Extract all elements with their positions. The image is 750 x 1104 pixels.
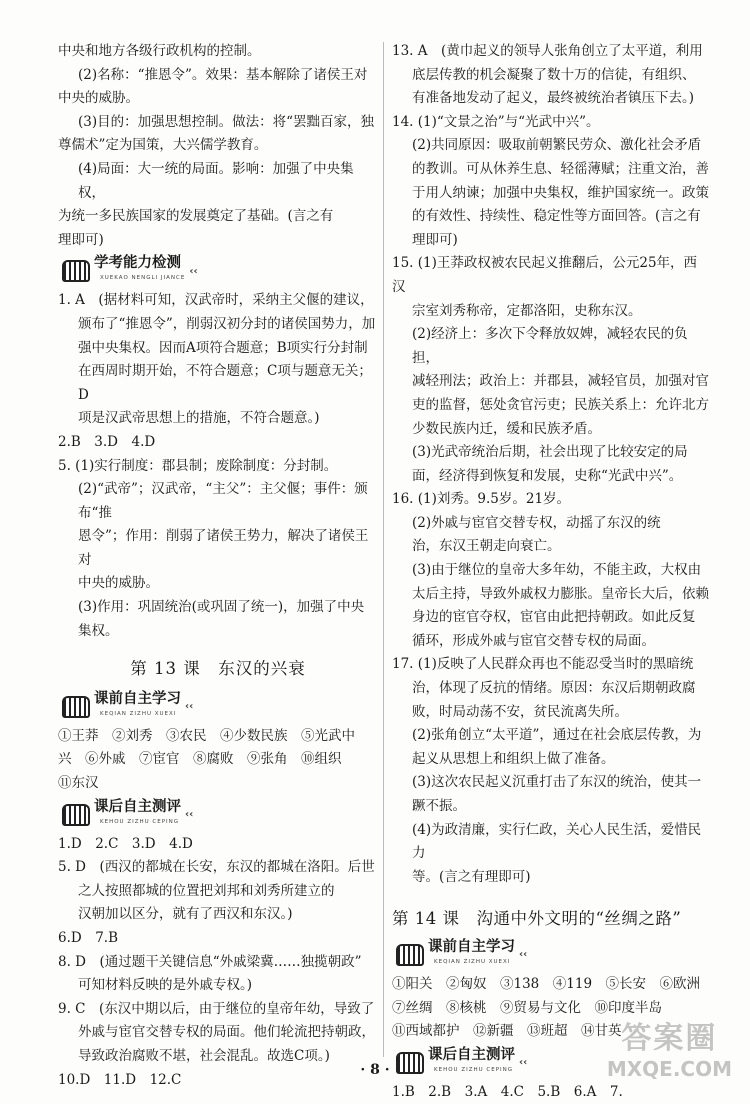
watermark-url: MXQE.COM xyxy=(606,1057,732,1081)
answer-line: 少数民族内迁，缓和民族矛盾。 xyxy=(412,420,601,437)
text-line: 中央和地方各级行政机构的控制。 xyxy=(58,43,261,59)
text-line: (4)局面：大一统的局面。影响：加强了中央集权， xyxy=(78,160,354,201)
section-title: 学考能力检测 xyxy=(94,255,181,272)
answer-line: 1. A (据材料可知，汉武帝时，采纳主父偃的建议， xyxy=(58,292,374,309)
answer-line: 败，时局动荡不安，贫民流离失所。 xyxy=(412,703,628,720)
answer-line: 等。(言之有理即可) xyxy=(412,868,531,885)
answer-line: 1.B 2.B 3.A 4.C 5.B 6.A 7. xyxy=(392,1083,623,1100)
chevrons-icon: ‹‹ xyxy=(519,949,528,961)
answer-line: 15. (1)王莽政权被农民起义推翻后，公元25年，西汉 xyxy=(392,255,698,295)
section-subtitle: KEQIAN ZIZHU XUEXI xyxy=(434,958,511,965)
answer-line: (2)“武帝”；汉武帝，“主父”：主父偃；事件：颁布“推 xyxy=(78,481,368,521)
lesson-title: 第 14 课 沟通中外文明的“丝绸之路” xyxy=(392,909,682,929)
answer-line: 1.D 2.C 3.D 4.D xyxy=(58,835,193,852)
answer-line: (2)经济上：多次下令释放奴婢，减轻农民的负担， xyxy=(412,326,688,366)
answer-line: 蹶不振。 xyxy=(412,798,466,814)
answer-line: ⑦丝绸 ⑧核桃 ⑨贸易与文化 ⑩印度半岛 xyxy=(392,999,662,1016)
answer-line: 减轻刑法；政治上：并郡县，减轻官员，加强对官 xyxy=(412,373,709,390)
answer-line: 身边的宦官夺权，宦官由此把持朝政。如此反复 xyxy=(412,609,696,626)
section-title: 课后自主测评 xyxy=(428,1046,515,1063)
answer-line: 太后主持，导致外戚权力膨胀。皇帝长大后，依赖 xyxy=(412,585,709,602)
column-divider xyxy=(383,42,384,1057)
answer-line: 于用人纳谏；加强中央集权，维护国家统一。政策 xyxy=(412,184,709,201)
chevrons-icon: ‹‹ xyxy=(185,701,194,713)
books-icon xyxy=(62,260,90,282)
answer-line: 之人按照都城的位置把刘邦和刘秀所建立的 xyxy=(78,882,335,899)
section-subtitle: KEHOU ZIZHU CEPING xyxy=(434,1066,514,1073)
chevrons-icon: ‹‹ xyxy=(519,1056,528,1068)
text-line: 理即可) xyxy=(58,231,104,248)
watermark-text: 答案圈 xyxy=(621,1021,718,1056)
answer-line: 8. D (通过题干关键信息“外戚梁冀……独揽朝政” xyxy=(58,953,362,970)
answer-line: 起义从思想上和组织上做了准备。 xyxy=(412,750,615,767)
answer-line: 循环，形成外戚与宦官交替专权的局面。 xyxy=(412,632,655,649)
answer-line: 治，东汉王朝走向衰亡。 xyxy=(412,538,561,555)
answer-line: 兴 ⑥外戚 ⑦宦官 ⑧腐败 ⑨张角 ⑩组织 xyxy=(58,751,342,768)
answer-line: 底层传教的机会凝聚了数十万的信徒，有组织、 xyxy=(412,66,696,83)
books-icon xyxy=(396,944,424,966)
left-column xyxy=(58,40,378,1092)
section-subtitle: XUEKAO NENGLI JIANCE xyxy=(100,275,186,282)
section-subtitle: KEQIAN ZIZHU XUEXI xyxy=(100,710,177,717)
answer-line: 的教训。可从休养生息、轻徭薄赋；注重文治，善 xyxy=(412,160,709,177)
answer-line: 理即可) xyxy=(412,231,458,248)
answer-line: (4)为政清廉，实行仁政，关心人民生活，爱惜民力 xyxy=(412,821,702,862)
answer-line: 的有效性、持续性、稳定性等方面回答。(言之有 xyxy=(412,208,701,225)
answer-line: 5. D (西汉的都城在长安，东汉的都城在洛阳。后世 xyxy=(58,859,375,876)
watermark xyxy=(607,1013,732,1081)
text-line: (2)名称：“推恩令”。效果：基本解除了诸侯王对 xyxy=(78,66,368,83)
answer-line: 在西周时期开始，不符合题意；C项与题意无关；D xyxy=(78,363,372,403)
section-title: 课后自主测评 xyxy=(94,798,181,815)
text-line: 中央的威胁。 xyxy=(58,90,139,107)
answer-line: 2.B 3.D 4.D xyxy=(58,433,156,450)
answer-line: 16. (1)刘秀。9.5岁。21岁。 xyxy=(392,491,571,508)
answer-line: 颁布了“推恩令”，削弱汉初分封的诸侯国势力，加 xyxy=(78,315,376,332)
answer-line: (2)外戚与宦官交替专权，动摇了东汉的统 xyxy=(412,514,661,531)
answer-line: 吏的监督，惩处贪官污吏；民族关系上：允许北方 xyxy=(412,396,709,413)
books-icon xyxy=(62,696,90,718)
answer-line: 恩令”；作用：削弱了诸侯王势力，解决了诸侯王对 xyxy=(78,528,369,568)
section-heading-kehou xyxy=(62,799,378,831)
section-heading-keqian-14 xyxy=(396,939,710,971)
answer-line: (3)这次农民起义沉重打击了东汉的统治，使其一 xyxy=(412,774,702,791)
answer-line: ①阳关 ②匈奴 ③138 ④119 ⑤长安 ⑥欧洲 xyxy=(392,975,701,992)
section-heading-keqian xyxy=(62,691,378,723)
section-subtitle: KEHOU ZIZHU CEPING xyxy=(100,818,180,825)
answer-line: 10.D 11.D 12.C xyxy=(58,1071,182,1088)
chevrons-icon: ‹‹ xyxy=(185,808,194,820)
answer-line: ⑪西域都护 ⑫新疆 ⑬班超 ⑭甘英 xyxy=(392,1023,622,1040)
answer-line: 9. C (东汉中期以后，由于继位的皇帝年幼，导致了 xyxy=(58,1000,375,1017)
answer-line: (2)张角创立“太平道”，通过在社会底层传教，为 xyxy=(412,727,702,744)
answer-line: (3)作用：巩固统治(或巩固了统一)，加强了中央 xyxy=(78,599,365,616)
answer-line: 治，体现了反抗的情绪。原因：东汉后期朝政腐 xyxy=(412,680,696,697)
section-title: 课前自主学习 xyxy=(94,690,181,707)
text-line: 为统一多民族国家的发展奠定了基础。(言之有 xyxy=(58,208,334,225)
answer-line: 宗室刘秀称帝，定都洛阳，史称东汉。 xyxy=(412,302,642,319)
answer-line: 14. (1)“文景之治”与“光武中兴”。 xyxy=(392,113,600,130)
answer-line: (2)共同原因：吸取前朝繁民劳众、激化社会矛盾 xyxy=(412,137,702,154)
lesson-title: 第 13 课 东汉的兴衰 xyxy=(130,659,306,679)
answer-line: 可知材料反映的是外戚专权。) xyxy=(78,977,253,994)
answer-line: 中央的威胁。 xyxy=(78,575,159,592)
answer-line: 13. A (黄巾起义的领导人张角创立了太平道，利用 xyxy=(392,43,703,59)
text-line: (3)目的：加强思想控制。做法：将“罢黜百家，独 xyxy=(78,113,375,130)
right-column xyxy=(392,40,710,1104)
answer-line: ⑪东汉 xyxy=(58,775,99,792)
answer-line: 5. (1)实行制度：郡县制；废除制度：分封制。 xyxy=(58,457,338,474)
pen-icon xyxy=(62,804,90,826)
answer-line: (3)光武帝统治后期，社会出现了比较安定的局 xyxy=(412,444,688,461)
text-line: 尊儒术”定为国策，大兴儒学教育。 xyxy=(58,137,268,154)
section-title: 课前自主学习 xyxy=(428,938,515,955)
answer-line: 6.D 7.B xyxy=(58,930,119,946)
answer-line: 外戚与宦官交替专权的局面。他们轮流把持朝政， xyxy=(78,1024,375,1041)
answer-line: 17. (1)反映了人民群众再也不能忍受当时的黑暗统 xyxy=(392,656,694,673)
answer-line: 导致政治腐败不堪，社会混乱。故选C项。) xyxy=(78,1047,330,1064)
section-heading-xuekao xyxy=(62,255,378,287)
answer-line: 汉朝加以区分，就有了西汉和东汉。) xyxy=(78,906,293,923)
chevrons-icon: ‹‹ xyxy=(189,265,198,277)
answer-line: 面，经济得到恢复和发展，史称“光武中兴”。 xyxy=(412,467,683,484)
answer-line: (3)由于继位的皇帝大多年幼，不能主政，大权由 xyxy=(412,562,702,579)
answer-line: 集权。 xyxy=(78,622,119,639)
answer-line: 项是汉武帝思想上的措施，不符合题意。) xyxy=(78,410,320,427)
answer-line: ①王莽 ②刘秀 ③农民 ④少数民族 ⑤光武中 xyxy=(58,727,355,744)
answer-line: 强中央集权。因而A项符合题意；B项实行分封制 xyxy=(78,339,368,356)
page-number: · 8 · xyxy=(360,1062,390,1078)
answer-line: 有准备地发动了起义，最终被统治者镇压下去。) xyxy=(412,90,695,107)
